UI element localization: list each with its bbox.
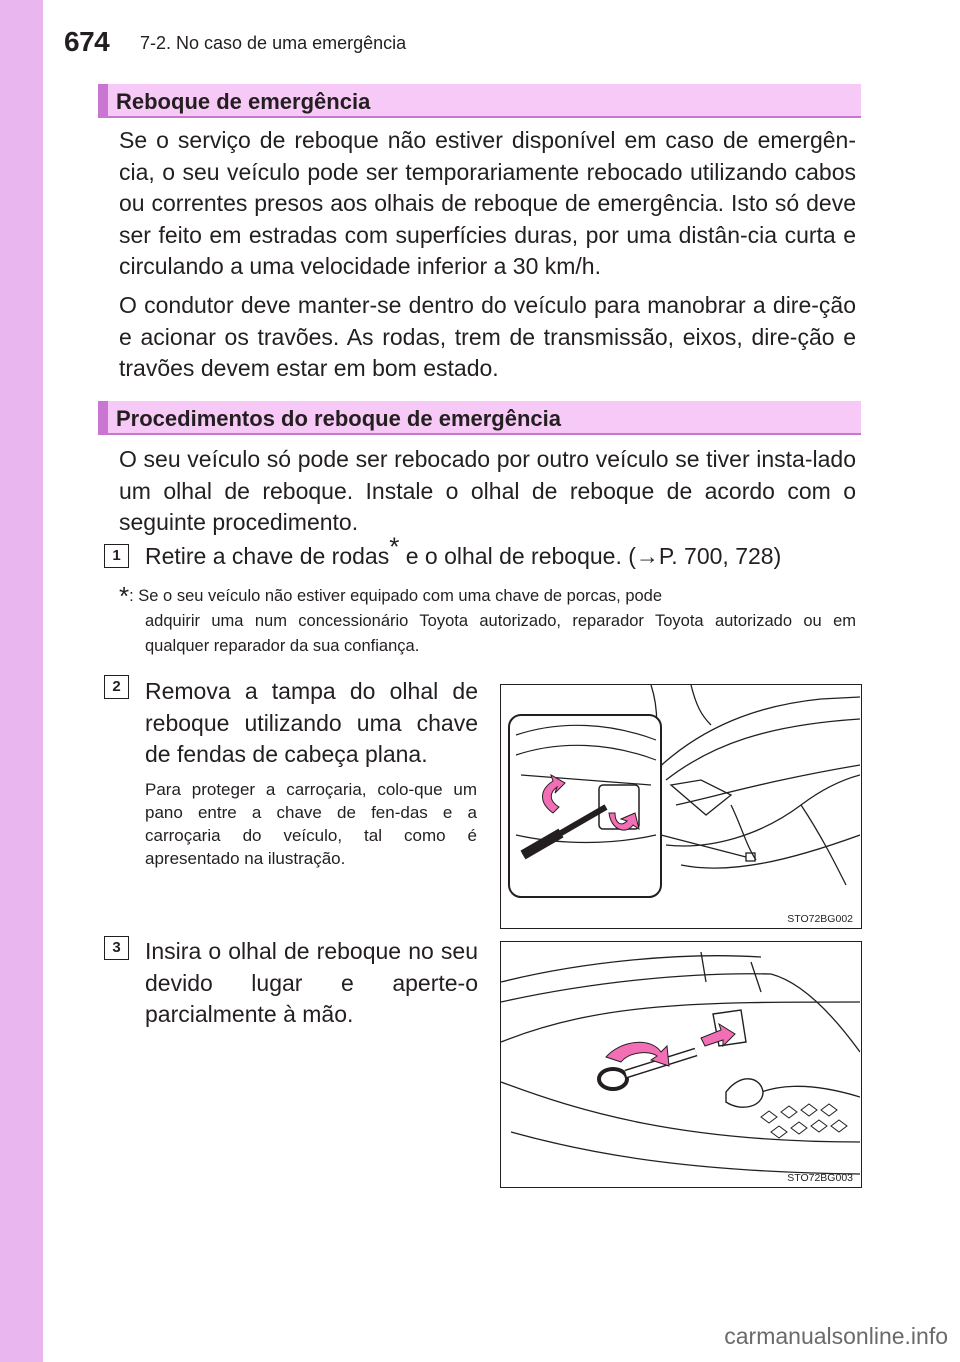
- car-front-illustration: [501, 685, 860, 927]
- figure-remove-cover: [500, 684, 862, 929]
- footnote: [119, 581, 856, 659]
- figure-insert-eyelet: [500, 941, 862, 1188]
- step-3-text: Insira o olhal de reboque no seu devido lugar e aperte-o parcialmente à mão.: [145, 938, 478, 1027]
- footnote-line-2: adquirir uma num concessionário Toyota autorizado, reparador Toyota autorizado ou em qualquer reparador da sua confiança.: [145, 612, 856, 655]
- asterisk-mark: *: [389, 531, 400, 562]
- section-title: Reboque de emergência: [116, 89, 371, 114]
- section-header-reboque: [98, 84, 861, 118]
- section-title: Procedimentos do reboque de emergência: [116, 406, 562, 431]
- watermark: carmanualsonline.info: [724, 1323, 948, 1349]
- footnote-line-1: : Se o seu veículo não estiver equipado com uma chave de porcas, pode: [129, 587, 663, 605]
- paragraph-towing-info: Se o serviço de reboque não estiver disponível em caso de emergên-cia, o seu veículo pode ser temporariamente rebocado utilizando cabos ou correntes presos aos olhais de reboque de emergência. Isto só deve ser feito em estradas com superfícies duras, por uma distân-cia curta e circulando a uma velocidade inferior a 30 km/h.: [119, 127, 856, 279]
- footnote-asterisk: *: [119, 581, 130, 611]
- step-number-2: 2: [104, 675, 129, 699]
- paragraph-driver-info: O condutor deve manter-se dentro do veículo para manobrar a dire-ção e acionar os travões. As rodas, trem de transmissão, eixos, dire-ção e travões devem estar em bom estado.: [119, 292, 856, 381]
- step-2-text: Remova a tampa do olhal de reboque utilizando uma chave de fendas de cabeça plana.: [145, 678, 478, 767]
- paragraph-procedure-intro: O seu veículo só pode ser rebocado por outro veículo se tiver insta-lado um olhal de reboque. Instale o olhal de reboque de acordo com o seguinte procedimento.: [119, 446, 856, 535]
- figure-code: STO72BG002: [787, 913, 853, 925]
- removed-cover: [726, 1079, 763, 1107]
- chapter-title: 7-2. No caso de uma emergência: [140, 33, 407, 53]
- chapter-side-bar: [0, 0, 43, 1362]
- step-number-3: 3: [104, 936, 129, 960]
- rotate-arrow-icon: [606, 1042, 669, 1066]
- figure-code: STO72BG003: [787, 1172, 853, 1184]
- section-header-procedimentos: [98, 401, 861, 435]
- step-2-note: Para proteger a carroçaria, colo-que um pano entre a chave de fen-das e a carroçaria do veículo, tal como é apresentado na ilustração.: [145, 780, 477, 868]
- arrow-glyph: →: [635, 543, 659, 569]
- step-number-1: 1: [104, 544, 129, 568]
- bumper-illustration: [501, 942, 860, 1186]
- page-number: 674: [64, 26, 110, 57]
- step-1-text: Retire a chave de rodas* e o olhal de reboque. (→P. 700, 728): [145, 531, 782, 569]
